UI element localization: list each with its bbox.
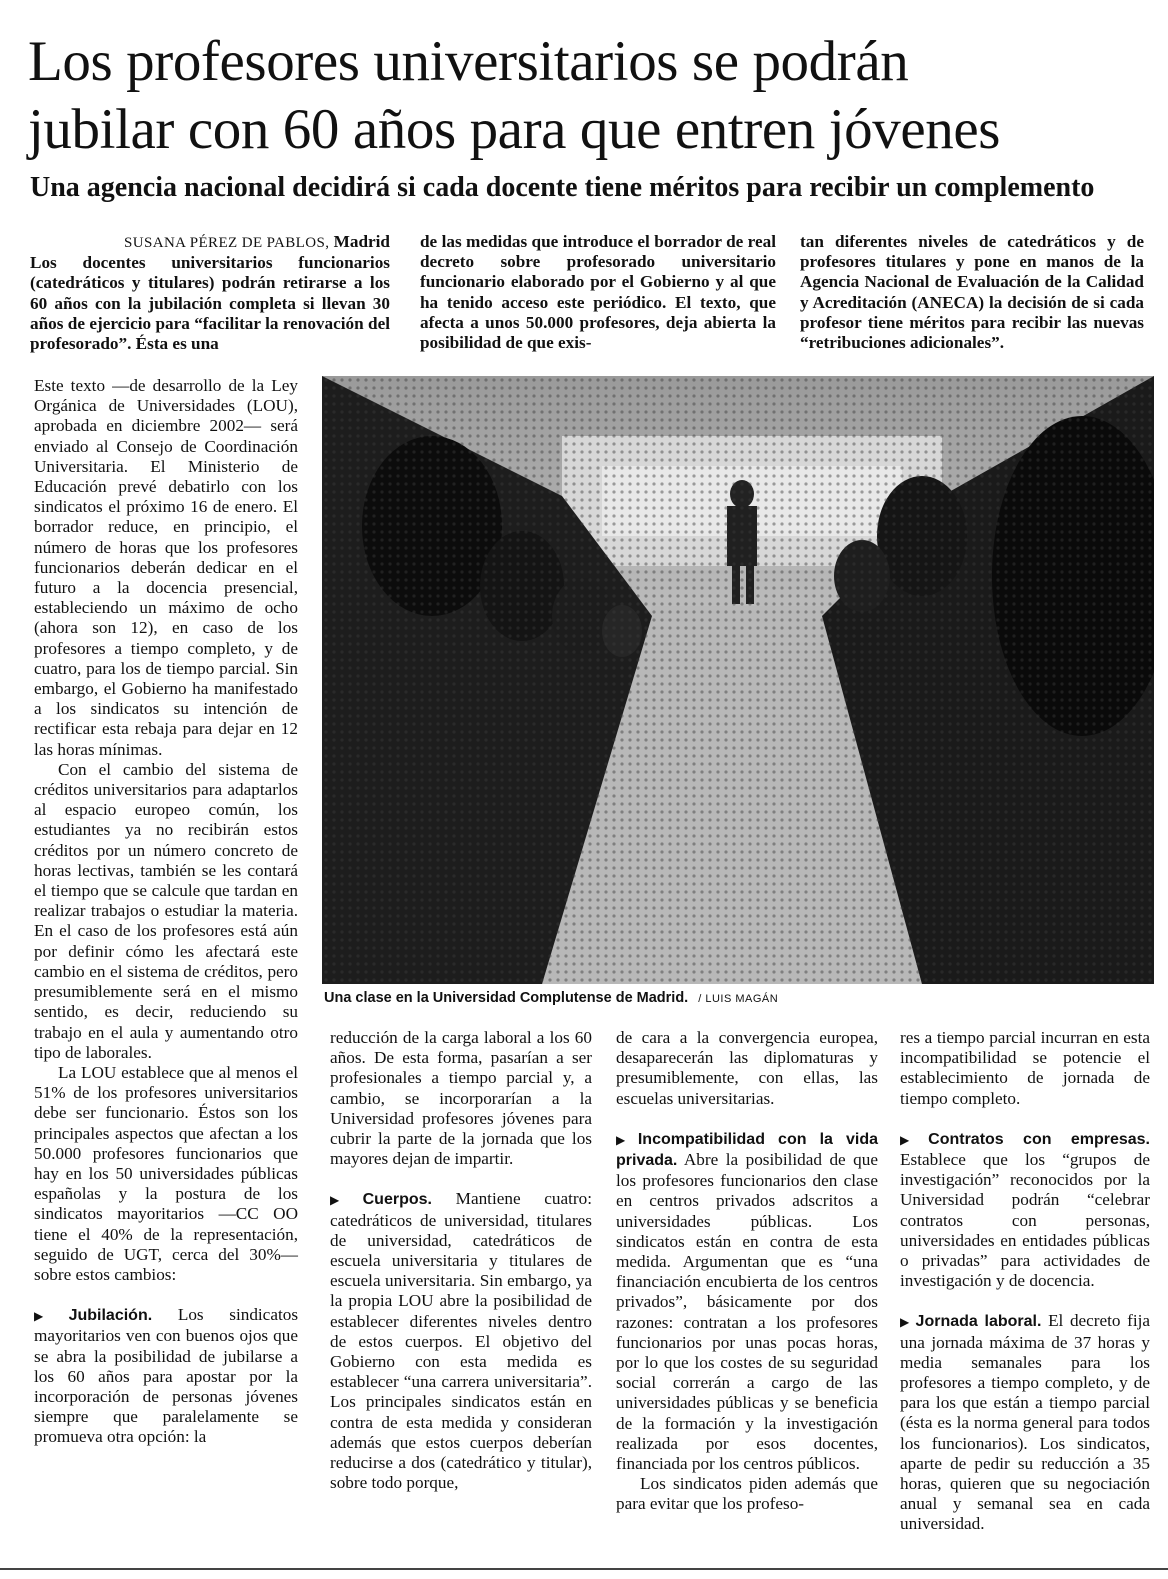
body-paragraph: Los sindicatos piden además que para evitar que los profeso- (616, 1474, 878, 1514)
body-paragraph: reducción de la carga laboral a los 60 años. De esta forma, pasarían a ser profesionales a tiempo parcial y, a cambio, se incorporarían a la Universidad profesores jóvenes para cubrir la parte de la jornada que los mayores dejan de impartir. (330, 1028, 592, 1169)
body-paragraph: res a tiempo parcial incurran en esta incompatibilidad se potencie el establecimiento de jornada de tiempo completo. (900, 1028, 1150, 1108)
caption-text: Una clase en la Universidad Complutense de Madrid. (324, 990, 689, 1006)
body-column-1 (34, 376, 298, 1448)
body-column-4 (900, 1028, 1150, 1535)
body-column-3 (616, 1028, 878, 1515)
section-heading: ▶ Contratos con empresas. (900, 1130, 1150, 1148)
section-text: Abre la posibilidad de que los profesores funcionarios den clase en centros privados adscritos a universidades públicas. Los sindicatos están en contra de esta medida. Argumentan que es “una financiación encubierta de los centros privados”, básicamente por dos razones: contratan a los profesores funcionarios por unas pocas horas, por lo que los costes de su seguridad social correrán a cargo de las universidades públicas y se beneficia de la formación y la investigación realizada por esos docentes, financiada por los centros públicos. (616, 1150, 878, 1474)
section-cuerpos (330, 1189, 592, 1493)
body-paragraph: Con el cambio del sistema de créditos universitarios para adaptarlos al espacio europeo común, los estudiantes ya no recibirán estos créditos por un número concreto de horas lectivas, también se les contará el tiempo que se calcule que tardan en realizar trabajos o estudiar la materia. En el caso de los profesores está aún por definir cómo les afectará este cambio en el sistema de créditos, pero presumiblemente será en el mismo sentido, es decir, reduciendo su trabajo en el aula y aumentando otro tipo de laborales. (34, 759, 298, 1062)
section-text: El decreto fija una jornada máxima de 37 horas y media semanales para los profesores a tiempo completo, y de para los que están a tiempo parcial (ésta es la norma general para todos los funcionarios). Los sindicatos, aparte de pedir su reducción a 35 horas, quieren que su negociación anual y semanal sea en cada universidad. (900, 1311, 1151, 1534)
section-text: Mantiene cuatro: catedráticos de universidad, titulares de universidad, catedráticos de escuela universitaria y titulares de escuela universitaria. Sin embargo, ya la propia LOU abre la posibilidad de establecer diferentes niveles dentro de estos cuerpos. El objetivo del Gobierno con esta medida es establecer “una carrera universitaria”. Los principales sindicatos están en contra de esta medida y consideran además que estos cuerpos deberían reducirse a dos (catedrático y titular), sobre todo porque, (330, 1189, 592, 1493)
triangle-icon: ▶ (34, 1309, 65, 1324)
lead-text-2: de las medidas que introduce el borrador de real decreto sobre profesorado universitario funcionario elaborado por el Gobierno y al que ha tenido acceso este periódico. El texto, que afecta a unos 50.000 profesores, deja abierta la posibilidad de que exis- (420, 232, 776, 353)
triangle-icon: ▶ (330, 1193, 359, 1208)
body-column-2 (330, 1028, 592, 1493)
section-text: Establece que los “grupos de investigación” reconocidos por la Universidad podrán “celebrar contratos con personas, universidades en entidades públicas o privadas” para actividades de investigación y de docencia. (900, 1150, 1150, 1291)
lead-column-1 (30, 232, 390, 354)
triangle-icon: ▶ (900, 1315, 912, 1330)
section-heading: ▶ Jornada laboral. (900, 1313, 1042, 1331)
lead-column-3 (800, 232, 1144, 353)
subheadline: Una agencia nacional decidirá si cada docente tiene méritos para recibir un complemento (30, 172, 1095, 203)
body-paragraph: La LOU establece que al menos el 51% de los profesores universitarios debe ser funcionario. Éstos son los principales aspectos que afectan a los 50.000 profesores funcionarios que hay en los 50 universidades públicas españolas y la postura de los sindicatos mayoritarios —CC OO tiene el 40% de la representación, seguido de UGT, cerca del 30%— sobre estos cambios: (34, 1062, 298, 1284)
photo-caption (324, 990, 1154, 1006)
body-paragraph: Este texto —de desarrollo de la Ley Orgánica de Universidades (LOU), aprobada en diciembre 2002— será enviado al Consejo de Coordinación Universitaria. El Ministerio de Educación prevé debatirlo con los sindicatos el próximo 16 de enero. El borrador reduce, en principio, el número de horas que los profesores funcionarios deberán dedicar en el futuro a la docencia presencial, estableciendo un máximo de ocho (ahora son 12), en caso de los profesores a tiempo completo, y de cuatro, para los de tiempo parcial. Sin embargo, el Gobierno ha manifestado a los sindicatos su intención de rectificar esta rebaja para dejar en 12 las horas mínimas. (34, 376, 298, 759)
section-text: Los sindicatos mayoritarios ven con buenos ojos que se abra la posibilidad de jubilarse a los 60 años para apostar por la incorporación de personas jóvenes siempre que paralelamente se promueva otra opción: la (34, 1305, 299, 1447)
section-jornada (900, 1311, 1150, 1534)
section-heading: ▶ Incompatibilidad con la vida privada. (616, 1130, 878, 1170)
section-jubilacion (34, 1305, 298, 1447)
bottom-rule (0, 1568, 1168, 1570)
lead-text-3: tan diferentes niveles de catedráticos y de profesores titulares y pone en manos de la Agencia Nacional de Evaluación de la Calidad y Acreditación (ANECA) la decisión de si cada profesor tiene méritos para recibir las nuevas “retribuciones adicionales”. (800, 232, 1144, 353)
lead-column-2 (420, 232, 776, 353)
lead-text-1: Los docentes universitarios funcionarios (catedráticos y titulares) podrán retirarse a los 60 años con la jubilación completa si llevan 30 años de ejercicio para “facilitar la renovación del profesorado”. Ésta es una (30, 253, 390, 354)
triangle-icon: ▶ (616, 1132, 634, 1147)
triangle-icon: ▶ (900, 1132, 925, 1147)
section-heading: ▶ Jubilación. (34, 1307, 153, 1325)
body-paragraph: de cara a la convergencia europea, desaparecerán las diplomaturas y presumiblemente, con ellas, las escuelas universitarias. (616, 1028, 878, 1108)
classroom-photo (322, 376, 1154, 984)
headline: Los profesores universitarios se podrán jubilar con 60 años para que entren jóvenes (28, 30, 1001, 161)
byline-author: SUSANA PÉREZ DE PABLOS, (124, 235, 330, 251)
byline-city: Madrid (333, 232, 390, 251)
photo-credit: / LUIS MAGÁN (698, 993, 779, 1005)
section-incompatibilidad (616, 1129, 878, 1474)
section-heading: ▶ Cuerpos. (330, 1191, 432, 1209)
section-contratos (900, 1129, 1150, 1292)
